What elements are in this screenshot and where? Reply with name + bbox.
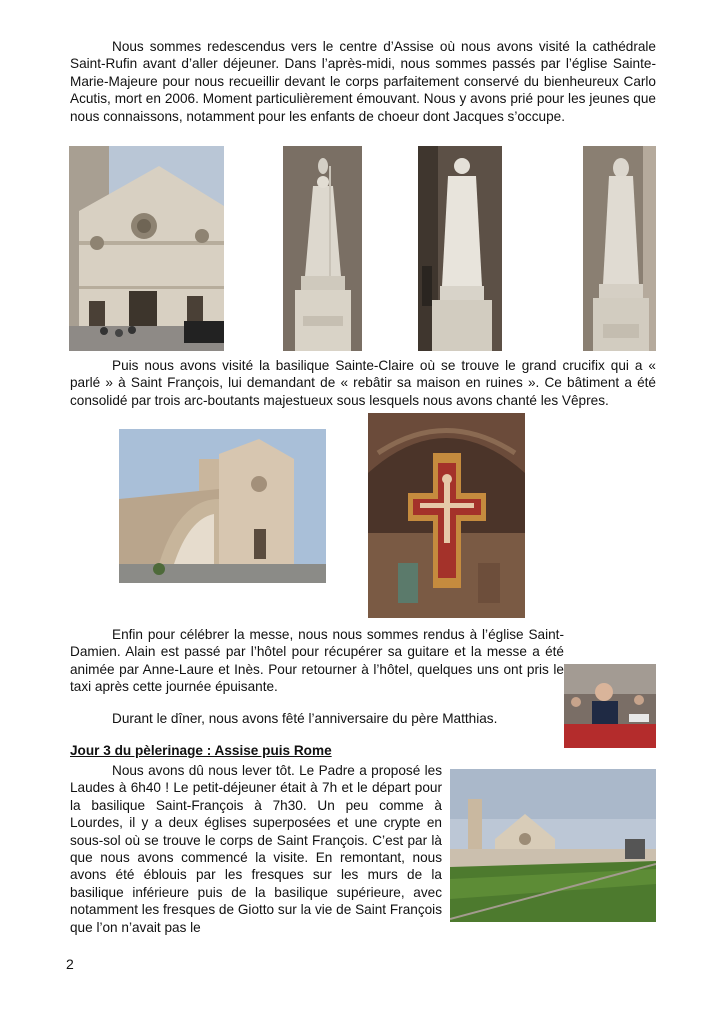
paragraph-diner: Durant le dîner, nous avons fêté l’anniversaire du père Matthias.	[112, 711, 498, 726]
paragraph-saint-damien: Enfin pour célébrer la messe, nous nous sommes rendus à l’église Saint-Damien. Alain est passé par l’hôtel pour récupérer sa guitare et la messe a été animée par Anne-Laure et Inès. Pour retourner à l’hôtel, quelques uns ont pris le taxi après cette journée épuisante.	[70, 627, 564, 695]
page-number: 2	[66, 956, 74, 972]
section-heading-jour-3: Jour 3 du pèlerinage : Assise puis Rome	[70, 743, 332, 758]
paragraph-sainte-claire: Puis nous avons visité la basilique Sainte-Claire où se trouve le grand crucifix qui a « parlé » à Saint François, lui demandant de « rebâtir sa maison en ruines ». Ce bâtiment a été consolidé par trois arc-boutants majestueux sous lesquels nous avons chanté les Vêpres.	[70, 358, 656, 408]
paragraph-jour-3: Nous avons dû nous lever tôt. Le Padre a proposé les Laudes à 6h40 ! Le petit-déjeuner était à 7h et le départ pour la basilique Saint-François à 7h30. Un peu comme à Lourdes, il y a deux églises superposées et une crypte en sous-sol où se trouve le corps de Saint François. C’est par là que nous avons commencé la visite. En remontant, nous avons été éblouis par les fresques sur les murs de la basilique inférieure puis de la basilique supérieure, avec notamment les fresques de Giotto sur la vie de Saint François que l’on n’avait pas le	[70, 763, 442, 935]
photo-basilique-saint-francois	[450, 769, 656, 922]
photo-cathedrale-saint-rufin	[69, 146, 224, 351]
photo-diner-anniversaire	[564, 664, 656, 748]
photo-statue-sainte-claire	[583, 146, 656, 351]
photo-crucifix-saint-damien	[368, 413, 525, 618]
paragraph-cathedrale: Nous sommes redescendus vers le centre d’Assise où nous avons visité la cathédrale Saint-Rufin avant d’aller déjeuner. Dans l’après-midi, nous sommes passés par l’église Sainte-Marie-Majeure pour nous recueillir devant le corps parfaitement conservé du bienheureux Carlo Acutis, mort en 2006. Moment particulièrement émouvant. Nous y avons prié pour les jeunes que nous connaissons, notamment pour les enfants de choeur dont Jacques s’occupe.	[70, 39, 656, 124]
photo-basilique-sainte-claire	[119, 429, 326, 583]
photo-statue-bishop	[283, 146, 362, 351]
photo-statue-saint-francois	[418, 146, 502, 351]
